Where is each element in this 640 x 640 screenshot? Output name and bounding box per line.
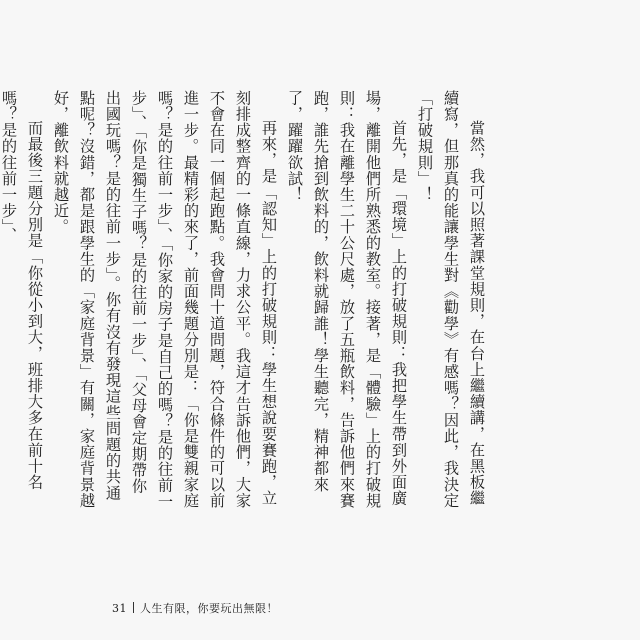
paragraph-3: 再來，是「認知」上的打破規則：學生想說要賽跑，立刻排成整齊的一條直線，力求公平。我這才告訴他們，大家不會在同一個起跑點。我會問十道問題，符合條件的可以前進一步。最精彩的來了，前面幾題分別是：「你是雙親家庭嗎？是的往前一步」、「你家的房子是自己的嗎？是的往前一步」、「你是獨生子嗎？是的往前一步」、「父母會定期帶你出國玩嗎？是的往前一步」。你有沒有發現這些問題的共通點呢？沒錯，都是跟學生的「家庭背景」有關，家庭背景越好，離飲料就越近。 bbox=[52, 90, 278, 510]
paragraph-4: 而最後三題分別是「你從小到大，班排大多在前十名嗎？是的往前一步」、 bbox=[0, 90, 44, 491]
book-title: 人生有限，你要玩出無限！ bbox=[140, 602, 278, 615]
page-footer bbox=[112, 600, 278, 616]
paragraph-2: 首先，是「環境」上的打破規則：我把學生帶到外面廣場，離開他們所熟悉的教室。接著，是「體驗」上的打破規則：我在離學生二十公尺處，放了五瓶飲料，告訴他們來賽跑，誰先搶到飲料的，飲料就歸誰！學生聽完，精神都來了，躍躍欲試！ bbox=[286, 90, 408, 509]
page-number: 31 bbox=[112, 602, 127, 615]
body-text bbox=[0, 90, 490, 510]
footer-divider bbox=[133, 602, 134, 613]
paragraph-1: 當然，我可以照著課堂規則，在台上繼續講，在黑板繼續寫，但那真的能讓學生對《勸學》有感嗎？因此，我決定「打破規則」！ bbox=[416, 90, 486, 509]
